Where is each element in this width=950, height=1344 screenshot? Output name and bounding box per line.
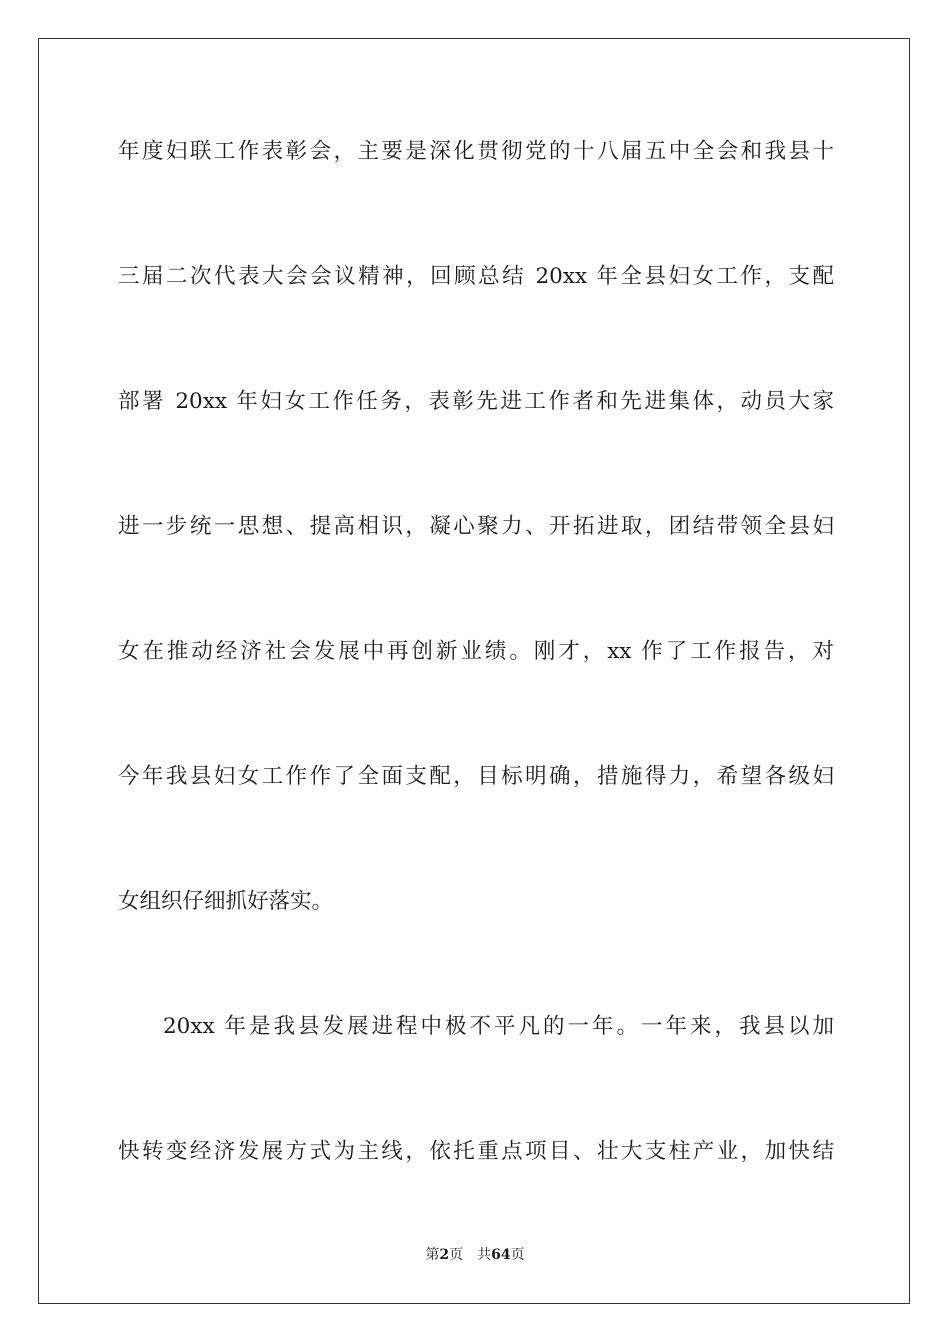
paragraph-line-1: 年度妇联工作表彰会，主要是深化贯彻党的十八届五中全会和我县十 — [118, 139, 834, 164]
paragraph-line-2: 三届二次代表大会会议精神，回顾总结 20xx 年全县妇女工作，支配 — [118, 264, 834, 289]
page-footer — [0, 1248, 950, 1262]
paragraph-line-6: 今年我县妇女工作作了全面支配，目标明确，措施得力，希望各级妇 — [118, 764, 834, 789]
page-prefix: 第 — [425, 1247, 440, 1263]
paragraph-line-5: 女在推动经济社会发展中再创新业绩。刚才，xx 作了工作报告，对 — [118, 639, 834, 664]
paragraph-line-9: 快转变经济发展方式为主线，依托重点项目、壮大支柱产业，加快结 — [118, 1139, 834, 1164]
total-pages: 64 — [491, 1247, 511, 1263]
paragraph-line-8: 20xx 年是我县发展进程中极不平凡的一年。一年来，我县以加 — [163, 1014, 834, 1039]
page-suffix: 页 — [449, 1247, 464, 1263]
total-prefix: 共 — [477, 1247, 492, 1263]
paragraph-line-7: 女组织仔细抓好落实。 — [118, 889, 334, 914]
paragraph-line-4: 进一步统一思想、提高相识，凝心聚力、开拓进取，团结带领全县妇 — [118, 514, 834, 539]
page-border — [38, 38, 910, 1304]
page-number: 2 — [439, 1247, 450, 1263]
total-suffix: 页 — [510, 1247, 525, 1263]
paragraph-line-3: 部署 20xx 年妇女工作任务，表彰先进工作者和先进集体，动员大家 — [118, 389, 834, 414]
